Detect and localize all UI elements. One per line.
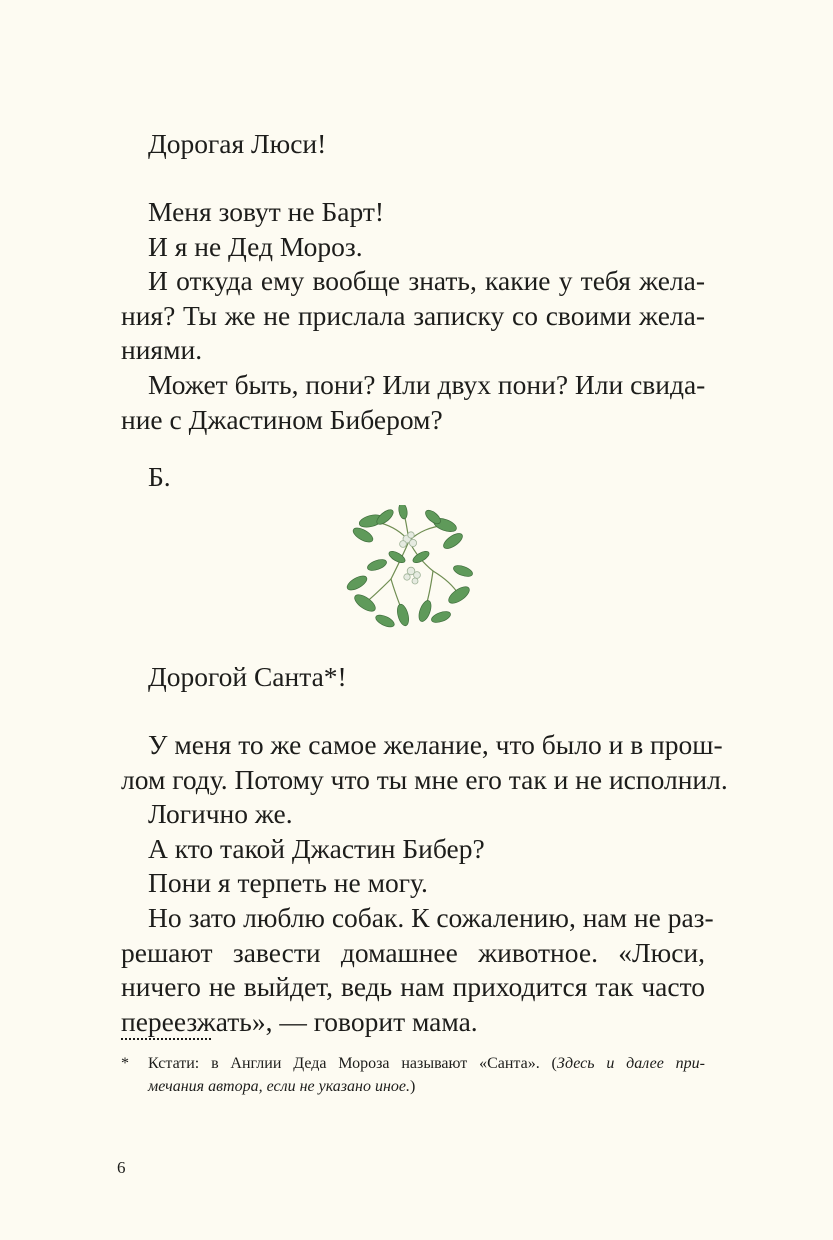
paragraph-line: И откуда ему вообще знать, какие у тебя жела- [148,265,705,297]
paragraph-line: ние с Джастином Бибером? [121,403,443,435]
paragraph: Меня зовут не Барт! [148,196,385,227]
paragraph-line: решают завести домашнее животное. «Люси, [121,936,705,968]
letter-1-greeting: Дорогая Люси! [148,128,327,159]
footnote-line-1 [148,1052,705,1075]
footnote-italic-text: Здесь и далее при- [556,1055,706,1072]
letter-2-body [121,728,728,1039]
paragraph: А кто такой Джастин Бибер? [148,832,485,864]
paragraph: Пони я терпеть не могу. [148,867,428,899]
footnote-mark: * [121,1055,129,1072]
footnote-text: ) [410,1078,416,1095]
letter-1 [121,127,705,162]
paragraph-line: ниями. [121,334,203,366]
footnote [121,1052,705,1098]
footnote-separator [121,1038,211,1040]
paragraph-line: лом году. Потому что ты мне его так и не исполнил. [121,763,728,795]
letter-1-body [121,195,705,437]
paragraph-line: Может быть, пони? Или двух пони? Или свида- [148,368,706,400]
paragraph-line: переезжать», — говорит мама. [121,1005,478,1037]
paragraph-line: Но зато люблю собак. К сожалению, нам не раз- [148,901,714,933]
footnote-text: Кстати: в Англии Деда Мороза называют «Санта». ( [148,1055,557,1072]
letter-2 [121,660,705,695]
paragraph-line: ния? Ты же не прислала записку со своими жела- [121,299,705,331]
page-number: 6 [117,1158,126,1177]
footnote-italic-text: мечания автора, если не указано иное. [148,1078,411,1095]
paragraph-line: У меня то же самое желание, что было и в прош- [148,729,723,760]
mistletoe-icon [341,505,477,633]
footnote-line-2 [148,1075,705,1098]
paragraph: И я не Дед Мороз. [148,230,363,262]
letter-1-signature: Б. [148,461,171,492]
letter-2-greeting: Дорогой Санта*! [148,661,347,692]
paragraph: Логично же. [148,798,293,830]
paragraph-line: ничего не выйдет, ведь нам приходится так часто [121,971,705,1003]
